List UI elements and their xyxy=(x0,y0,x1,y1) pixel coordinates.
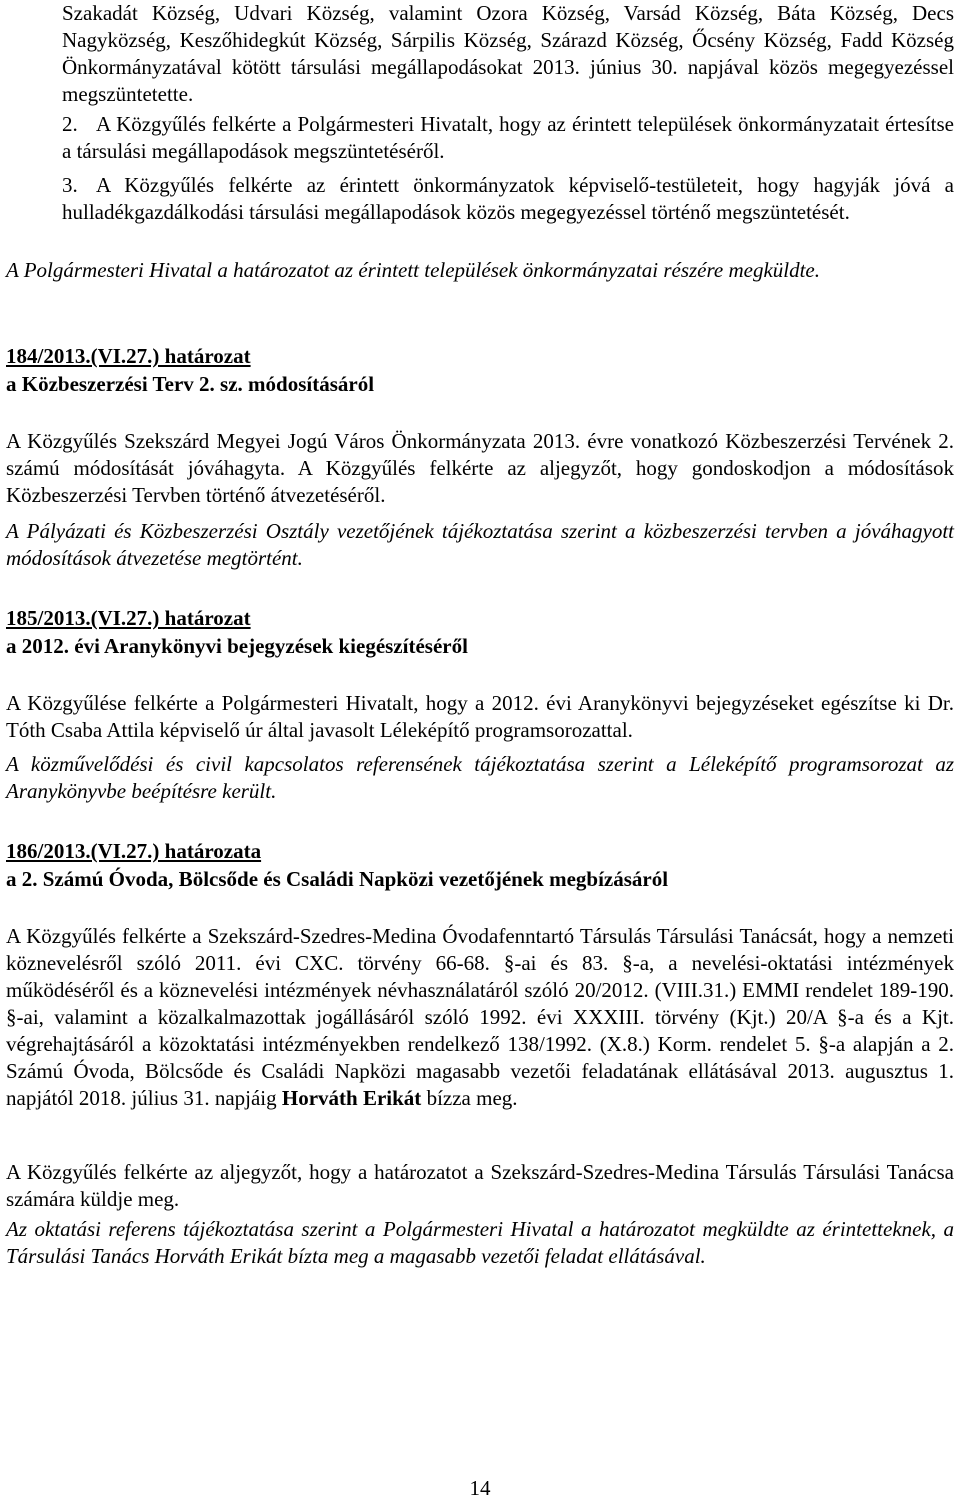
body-text-end: bízza meg. xyxy=(426,1086,518,1110)
resolution-186-title: a 2. Számú Óvoda, Bölcsőde és Családi Napközi vezetőjének megbízásáról xyxy=(6,867,669,891)
appointee-name: Horváth Erikát xyxy=(281,1086,422,1110)
item-number: 3. xyxy=(62,173,78,197)
resolution-184-note: A Pályázati és Közbeszerzési Osztály vezetőjének tájékoztatása szerint a közbeszerzési tervben a jóváhagyott módosítások átvezetése megtörtént. xyxy=(6,519,954,570)
resolution-186-body xyxy=(6,923,954,1112)
body-text: A Közgyűlés felkérte a Szekszárd-Szedres-Medina Óvodafenntartó Társulás Társulási Tanácsát, hogy a nemzeti köznevelésről szóló 2011. évi CXC. törvény 66-68. §-ai és 83. §-a, a nevelési-oktatási intézmények működéséről és a köznevelési intézmények névhasználatáról szóló 20/2012. (VIII.31.) EMMI rendelet 189-190. §-ai, valamint a közalkalmazottak jogállásáról szóló 1992. évi XXXIII. törvény (Kjt.) 20/A §-a és a Kjt. végrehajtásáról a közoktatási intézményekben rendelkező 138/1992. (X.8.) Korm. rendelet 5. §-a alapján a 2. Számú Óvoda, Bölcsőde és Családi Napközi magasabb vezetői feladatának ellátásával 2013. augusztus 1. napjától 2018. július 31. napjáig xyxy=(6,924,954,1110)
resolution-185-number: 185/2013.(VI.27.) határozat xyxy=(6,606,251,630)
page-number: 14 xyxy=(469,1476,491,1500)
intro-item-3: 3. A Közgyűlés felkérte az érintett önkormányzatok képviselő-testületeit, hogy hagyják jóvá a hulladékgazdálkodási társulási megállapodások közös megegyezéssel történő megszüntetését. xyxy=(62,173,954,224)
resolution-185-title: a 2012. évi Aranykönyvi bejegyzések kiegészítéséről xyxy=(6,634,468,658)
intro-note: A Polgármesteri Hivatal a határozatot az érintett települések önkormányzatai részére megküldte. xyxy=(6,258,821,282)
resolution-184-body: A Közgyűlés Szekszárd Megyei Jogú Város Önkormányzata 2013. évre vonatkozó Közbeszerzési Tervének 2. számú módosítását jóváhagyta. A Közgyűlés felkérte az aljegyzőt, hogy gondoskodjon a módosítások Közbeszerzési Tervben történő átvezetéséről. xyxy=(6,429,954,507)
resolution-186-number: 186/2013.(VI.27.) határozata xyxy=(6,839,262,863)
resolution-184-number: 184/2013.(VI.27.) határozat xyxy=(6,344,251,368)
resolution-185-note: A közművelődési és civil kapcsolatos referensének tájékoztatása szerint a Léleképítő programsorozat az Aranykönyvbe beépítésre került. xyxy=(6,752,954,803)
intro-item-2: 2. A Közgyűlés felkérte a Polgármesteri Hivatalt, hogy az érintett települések önkormányzatait értesítse a társulási megállapodások megszüntetéséről. xyxy=(62,112,954,163)
intro-continuation: Szakadát Község, Udvari Község, valamint Ozora Község, Varsád Község, Báta Község, Decs Nagyközség, Keszőhidegkút Község, Sárpilis Község, Szárazd Község, Őcsény Község, Fadd Község Önkormányzatával kötött társulási megállapodásokat 2013. június 30. napjával közös megegyezéssel megszüntetette. xyxy=(62,1,954,106)
item-number: 2. xyxy=(62,112,78,136)
resolution-186-body-2: A Közgyűlés felkérte az aljegyzőt, hogy a határozatot a Szekszárd-Szedres-Medina Társulás Társulási Tanácsa számára küldje meg. xyxy=(6,1160,954,1211)
resolution-184-title: a Közbeszerzési Terv 2. sz. módosításáról xyxy=(6,372,375,396)
resolution-185-body: A Közgyűlése felkérte a Polgármesteri Hivatalt, hogy a 2012. évi Aranykönyvi bejegyzéseket egészítse ki Dr. Tóth Csaba Attila képviselő úr által javasolt Léleképítő programsorozattal. xyxy=(6,691,954,742)
resolution-186-note: Az oktatási referens tájékoztatása szerint a Polgármesteri Hivatal a határozatot megküldte az érintetteknek, a Társulási Tanács Horváth Erikát bízta meg a magasabb vezetői feladat ellátásával. xyxy=(6,1217,954,1268)
